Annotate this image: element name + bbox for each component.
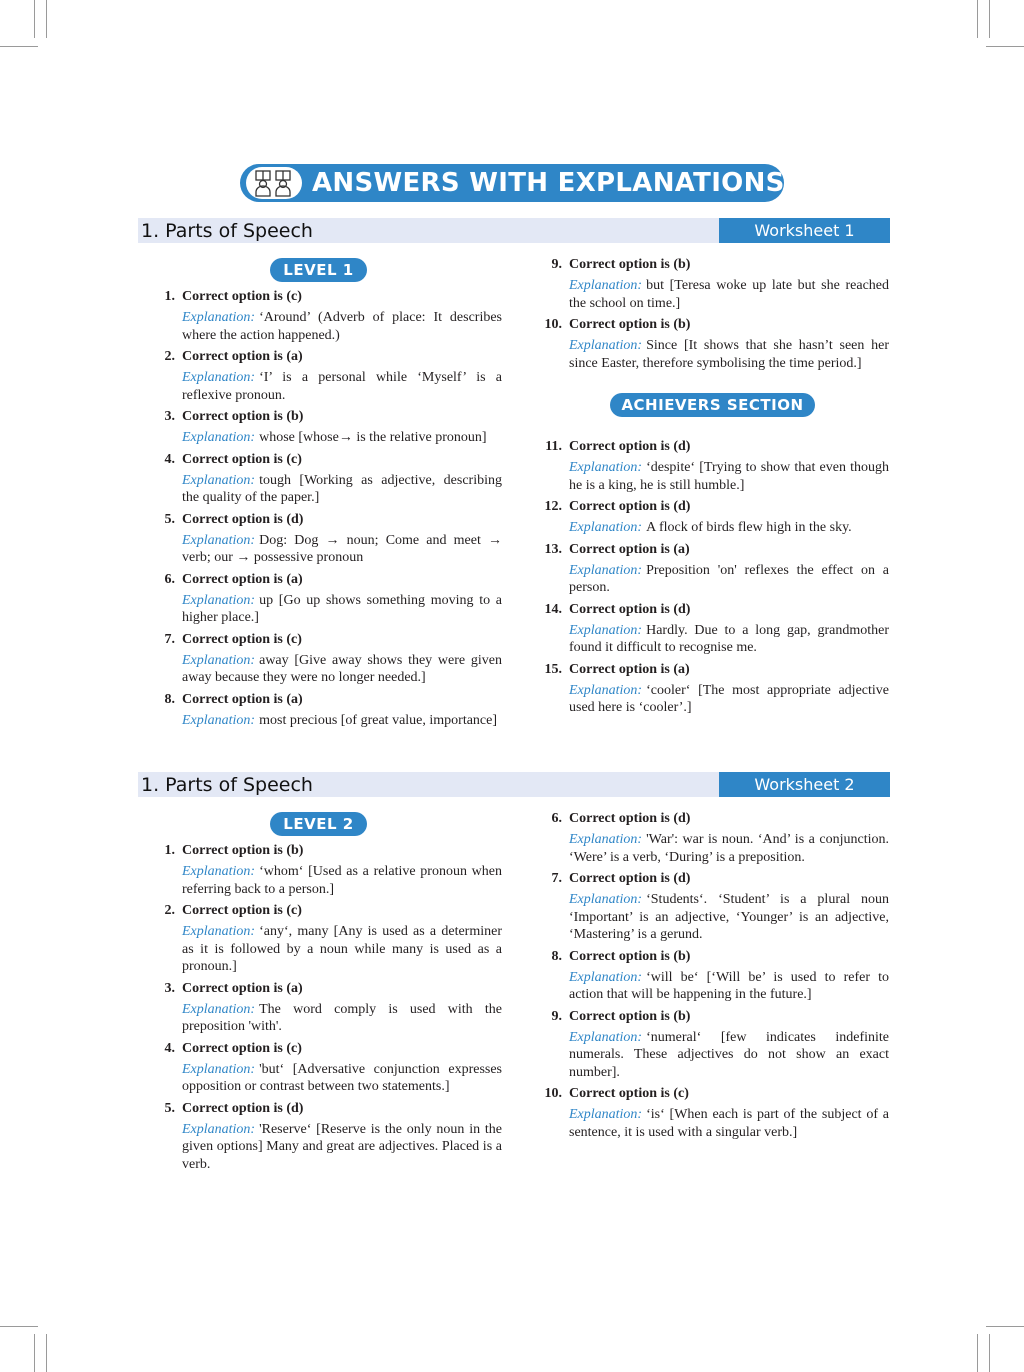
explanation-label: Explanation:	[569, 562, 643, 578]
explanation-label: Explanation:	[182, 472, 256, 488]
answer-number: 8.	[164, 691, 175, 707]
correct-option: Correct option is (d)	[569, 601, 691, 617]
explanation-text: Preposition 'on' reflexes the effect on a person.	[569, 562, 889, 595]
explanation	[150, 532, 502, 567]
answer-item	[150, 451, 502, 507]
answer-item	[537, 948, 889, 1004]
crop-mark	[34, 1334, 35, 1372]
correct-option: Correct option is (d)	[569, 439, 691, 454]
achievers-pill: ACHIEVERS SECTION	[610, 393, 815, 417]
answer-item	[150, 902, 502, 976]
answer-column	[537, 806, 889, 1143]
explanation	[150, 309, 502, 344]
explanation-text: 'War': war is noun. ‘And’ is a conjunction. ‘Were’ is a verb, ‘During’ is a preposition.	[569, 832, 889, 865]
explanation	[537, 682, 889, 717]
explanation-text: ‘will be‘ [‘Will be’ is used to refer to action that will be happening in the future.]	[569, 969, 889, 1002]
answer-question	[537, 256, 889, 274]
explanation-label: Explanation:	[182, 712, 256, 728]
answer-item	[537, 438, 889, 494]
worksheet-label: Worksheet 1	[719, 218, 890, 243]
answer-number: 2.	[164, 903, 175, 918]
answer-number: 9.	[551, 1008, 562, 1024]
section-bar	[138, 772, 890, 797]
explanation	[150, 429, 502, 447]
explanation-label: Explanation:	[569, 1107, 643, 1122]
answer-question	[150, 571, 502, 589]
explanation-text: Dog: Dog → noun; Come and meet → verb; our → possessive pronoun	[182, 532, 502, 565]
answer-item	[150, 1100, 502, 1174]
crop-mark	[986, 46, 1024, 47]
answer-number: 6.	[551, 811, 562, 826]
explanation	[537, 1029, 889, 1082]
answer-question	[150, 348, 502, 366]
answer-item	[537, 661, 889, 717]
answer-number: 5.	[164, 511, 175, 527]
answer-item	[150, 1040, 502, 1096]
answer-column	[150, 838, 502, 1175]
explanation	[537, 562, 889, 597]
explanation-text: ‘Around’ (Adverb of place: It describes where the action happened.)	[182, 310, 502, 343]
answer-question	[537, 661, 889, 679]
answer-item	[150, 631, 502, 687]
explanation-label: Explanation:	[182, 924, 256, 939]
answer-column	[537, 252, 889, 374]
correct-option: Correct option is (d)	[569, 871, 691, 886]
crop-mark	[977, 0, 978, 38]
answer-question	[150, 691, 502, 709]
answer-number: 10.	[544, 317, 562, 332]
crop-mark	[989, 0, 990, 38]
explanation-text: whose [whose→ is the relative pronoun]	[259, 430, 487, 445]
explanation-label: Explanation:	[569, 832, 643, 847]
answer-number: 11.	[545, 439, 562, 454]
answer-number: 1.	[164, 843, 175, 858]
answer-question	[150, 980, 502, 998]
correct-option: Correct option is (a)	[569, 661, 690, 677]
correct-option: Correct option is (d)	[569, 811, 691, 826]
explanation-text: but [Teresa woke up late but she reached the school on time.]	[569, 278, 889, 311]
answer-question	[537, 1085, 889, 1103]
explanation-label: Explanation:	[569, 460, 643, 475]
worksheet-label: Worksheet 2	[719, 772, 890, 797]
explanation-label: Explanation:	[569, 622, 643, 638]
explanation-text: away [Give away shows they were given away because they were no longer needed.]	[182, 652, 502, 685]
correct-option: Correct option is (d)	[182, 511, 304, 527]
answer-question	[150, 842, 502, 860]
explanation	[150, 472, 502, 507]
explanation-label: Explanation:	[182, 310, 256, 325]
explanation-text: ‘is‘ [When each is part of the subject of a sentence, it is used with a singular verb.]	[569, 1107, 889, 1140]
answer-question	[537, 810, 889, 828]
answer-item	[150, 288, 502, 344]
answer-number: 7.	[164, 631, 175, 647]
explanation	[150, 712, 502, 730]
answers-banner	[240, 164, 784, 202]
correct-option: Correct option is (c)	[182, 903, 302, 918]
answer-item	[537, 601, 889, 657]
explanation-text: ‘Students‘. ‘Student’ is a plural noun ‘Important’ is an adjective, ‘Younger’ is an adjective, ‘Mastering’ is a gerund.	[569, 892, 889, 942]
answer-item	[150, 571, 502, 627]
answer-number: 7.	[551, 871, 562, 886]
correct-option: Correct option is (b)	[182, 409, 304, 424]
answer-item	[150, 980, 502, 1036]
explanation-text: ‘numeral‘ [few indicates indefinite numerals. These adjectives do not show an exact number].	[569, 1029, 889, 1080]
correct-option: Correct option is (b)	[569, 948, 691, 964]
answer-item	[537, 498, 889, 537]
answer-number: 1.	[164, 289, 175, 304]
explanation	[537, 891, 889, 944]
answer-column	[150, 284, 502, 731]
answer-number: 5.	[164, 1100, 175, 1116]
correct-option: Correct option is (c)	[182, 631, 302, 647]
answer-question	[150, 511, 502, 529]
answer-item	[537, 810, 889, 866]
explanation-label: Explanation:	[182, 1121, 256, 1137]
level-pill: LEVEL 2	[270, 812, 367, 836]
answer-question	[537, 316, 889, 334]
explanation-label: Explanation:	[569, 892, 643, 907]
crop-mark	[34, 0, 35, 38]
answer-column	[537, 434, 889, 719]
explanation-text: ‘I’ is a personal while ‘Myself’ is a reflexive pronoun.	[182, 370, 502, 403]
correct-option: Correct option is (b)	[182, 843, 304, 858]
answer-question	[537, 948, 889, 966]
explanation-label: Explanation:	[182, 864, 256, 879]
answer-number: 3.	[164, 409, 175, 424]
explanation-label: Explanation:	[182, 652, 256, 668]
answer-question	[537, 1008, 889, 1026]
crop-mark	[0, 1326, 38, 1327]
answer-question	[150, 408, 502, 426]
crop-mark	[46, 0, 47, 38]
explanation-label: Explanation:	[569, 338, 643, 353]
answer-question	[537, 498, 889, 516]
explanation	[537, 969, 889, 1004]
level-pill: LEVEL 1	[270, 258, 367, 282]
explanation	[150, 1121, 502, 1174]
answer-number: 4.	[164, 451, 175, 467]
explanation-text: ‘whom‘ [Used as a relative pronoun when referring back to a person.]	[182, 864, 502, 897]
explanation-label: Explanation:	[569, 520, 643, 535]
answer-item	[150, 511, 502, 567]
answer-question	[537, 601, 889, 619]
answer-number: 2.	[164, 349, 175, 364]
answer-item	[537, 1085, 889, 1141]
explanation-label: Explanation:	[569, 278, 643, 293]
explanation	[150, 923, 502, 976]
explanation-text: The word comply is used with the preposition 'with'.	[182, 1001, 502, 1034]
answer-question	[537, 438, 889, 456]
correct-option: Correct option is (d)	[569, 499, 691, 514]
correct-option: Correct option is (c)	[569, 1086, 689, 1101]
answer-question	[150, 902, 502, 920]
explanation	[150, 863, 502, 898]
answer-number: 6.	[164, 571, 175, 587]
explanation	[537, 337, 889, 372]
explanation-label: Explanation:	[182, 532, 256, 548]
explanation	[150, 369, 502, 404]
answer-item	[537, 870, 889, 944]
correct-option: Correct option is (b)	[569, 317, 691, 332]
answer-number: 4.	[164, 1040, 175, 1056]
explanation-label: Explanation:	[182, 1061, 256, 1077]
answer-question	[537, 870, 889, 888]
answer-number: 9.	[551, 257, 562, 272]
answer-question	[150, 1100, 502, 1118]
answer-number: 14.	[544, 601, 562, 617]
explanation-text: 'Reserve‘ [Reserve is the only noun in the given options] Many and great are adjectives. Placed is a verb.	[182, 1121, 502, 1172]
crop-mark	[977, 1334, 978, 1372]
explanation-label: Explanation:	[569, 682, 643, 698]
explanation	[537, 459, 889, 494]
answer-question	[150, 288, 502, 306]
answer-item	[537, 316, 889, 372]
explanation-text: ‘cooler‘ [The most appropriate adjective used here is ‘cooler’.]	[569, 682, 889, 715]
crop-mark	[986, 1326, 1024, 1327]
explanation-label: Explanation:	[182, 1001, 256, 1017]
explanation	[150, 1061, 502, 1096]
answer-question	[537, 541, 889, 559]
correct-option: Correct option is (b)	[569, 257, 691, 272]
answer-number: 12.	[544, 499, 562, 514]
answer-item	[537, 1008, 889, 1082]
answer-item	[150, 691, 502, 730]
explanation	[537, 1106, 889, 1141]
explanation-text: A flock of birds flew high in the sky.	[646, 520, 852, 535]
page-title: ANSWERS WITH EXPLANATIONS	[312, 168, 785, 198]
explanation-label: Explanation:	[569, 969, 643, 985]
explanation	[537, 277, 889, 312]
section-title: 1. Parts of Speech	[141, 774, 313, 796]
correct-option: Correct option is (a)	[569, 541, 690, 557]
explanation-text: ‘any‘, many [Any is used as a determiner as it is followed by a noun while many is used as a pronoun.]	[182, 924, 502, 974]
correct-option: Correct option is (d)	[182, 1100, 304, 1116]
correct-option: Correct option is (b)	[569, 1008, 691, 1024]
explanation-label: Explanation:	[182, 592, 256, 608]
answer-number: 13.	[544, 541, 562, 557]
crop-mark	[989, 1334, 990, 1372]
crop-mark	[0, 46, 38, 47]
explanation-text: ‘despite‘ [Trying to show that even though he is a king, he is still humble.]	[569, 460, 889, 493]
correct-option: Correct option is (c)	[182, 451, 302, 467]
correct-option: Correct option is (a)	[182, 349, 303, 364]
answer-question	[150, 1040, 502, 1058]
explanation	[537, 519, 889, 537]
section-title: 1. Parts of Speech	[141, 220, 313, 242]
explanation-label: Explanation:	[569, 1029, 643, 1045]
correct-option: Correct option is (c)	[182, 1040, 302, 1056]
explanation-text: tough [Working as adjective, describing the quality of the paper.]	[182, 472, 502, 505]
explanation-text: Hardly. Due to a long gap, grandmother found it difficult to recognise me.	[569, 622, 889, 655]
answer-item	[537, 541, 889, 597]
explanation	[537, 622, 889, 657]
correct-option: Correct option is (a)	[182, 571, 303, 587]
answer-question	[150, 631, 502, 649]
explanation-text: 'but‘ [Adversative conjunction expresses opposition or contrast between two statements.]	[182, 1061, 502, 1094]
correct-option: Correct option is (a)	[182, 691, 303, 707]
explanation-text: Since [It shows that she hasn’t seen her since Easter, therefore symbolising the time period.]	[569, 338, 889, 371]
answer-item	[150, 348, 502, 404]
explanation-text: up [Go up shows something moving to a higher place.]	[182, 592, 502, 625]
explanation-label: Explanation:	[182, 430, 256, 445]
explanation-label: Explanation:	[182, 370, 256, 385]
answer-number: 10.	[544, 1086, 562, 1101]
readers-icon	[246, 167, 302, 199]
explanation-text: most precious [of great value, importance]	[259, 712, 498, 728]
answer-question	[150, 451, 502, 469]
section-bar	[138, 218, 890, 243]
answer-number: 8.	[551, 948, 562, 964]
explanation	[150, 1001, 502, 1036]
answer-number: 3.	[164, 980, 175, 996]
crop-mark	[46, 1334, 47, 1372]
explanation	[537, 831, 889, 866]
answer-item	[150, 842, 502, 898]
explanation	[150, 592, 502, 627]
answer-number: 15.	[544, 661, 562, 677]
explanation	[150, 652, 502, 687]
answer-item	[150, 408, 502, 447]
correct-option: Correct option is (a)	[182, 980, 303, 996]
answer-item	[537, 256, 889, 312]
correct-option: Correct option is (c)	[182, 289, 302, 304]
